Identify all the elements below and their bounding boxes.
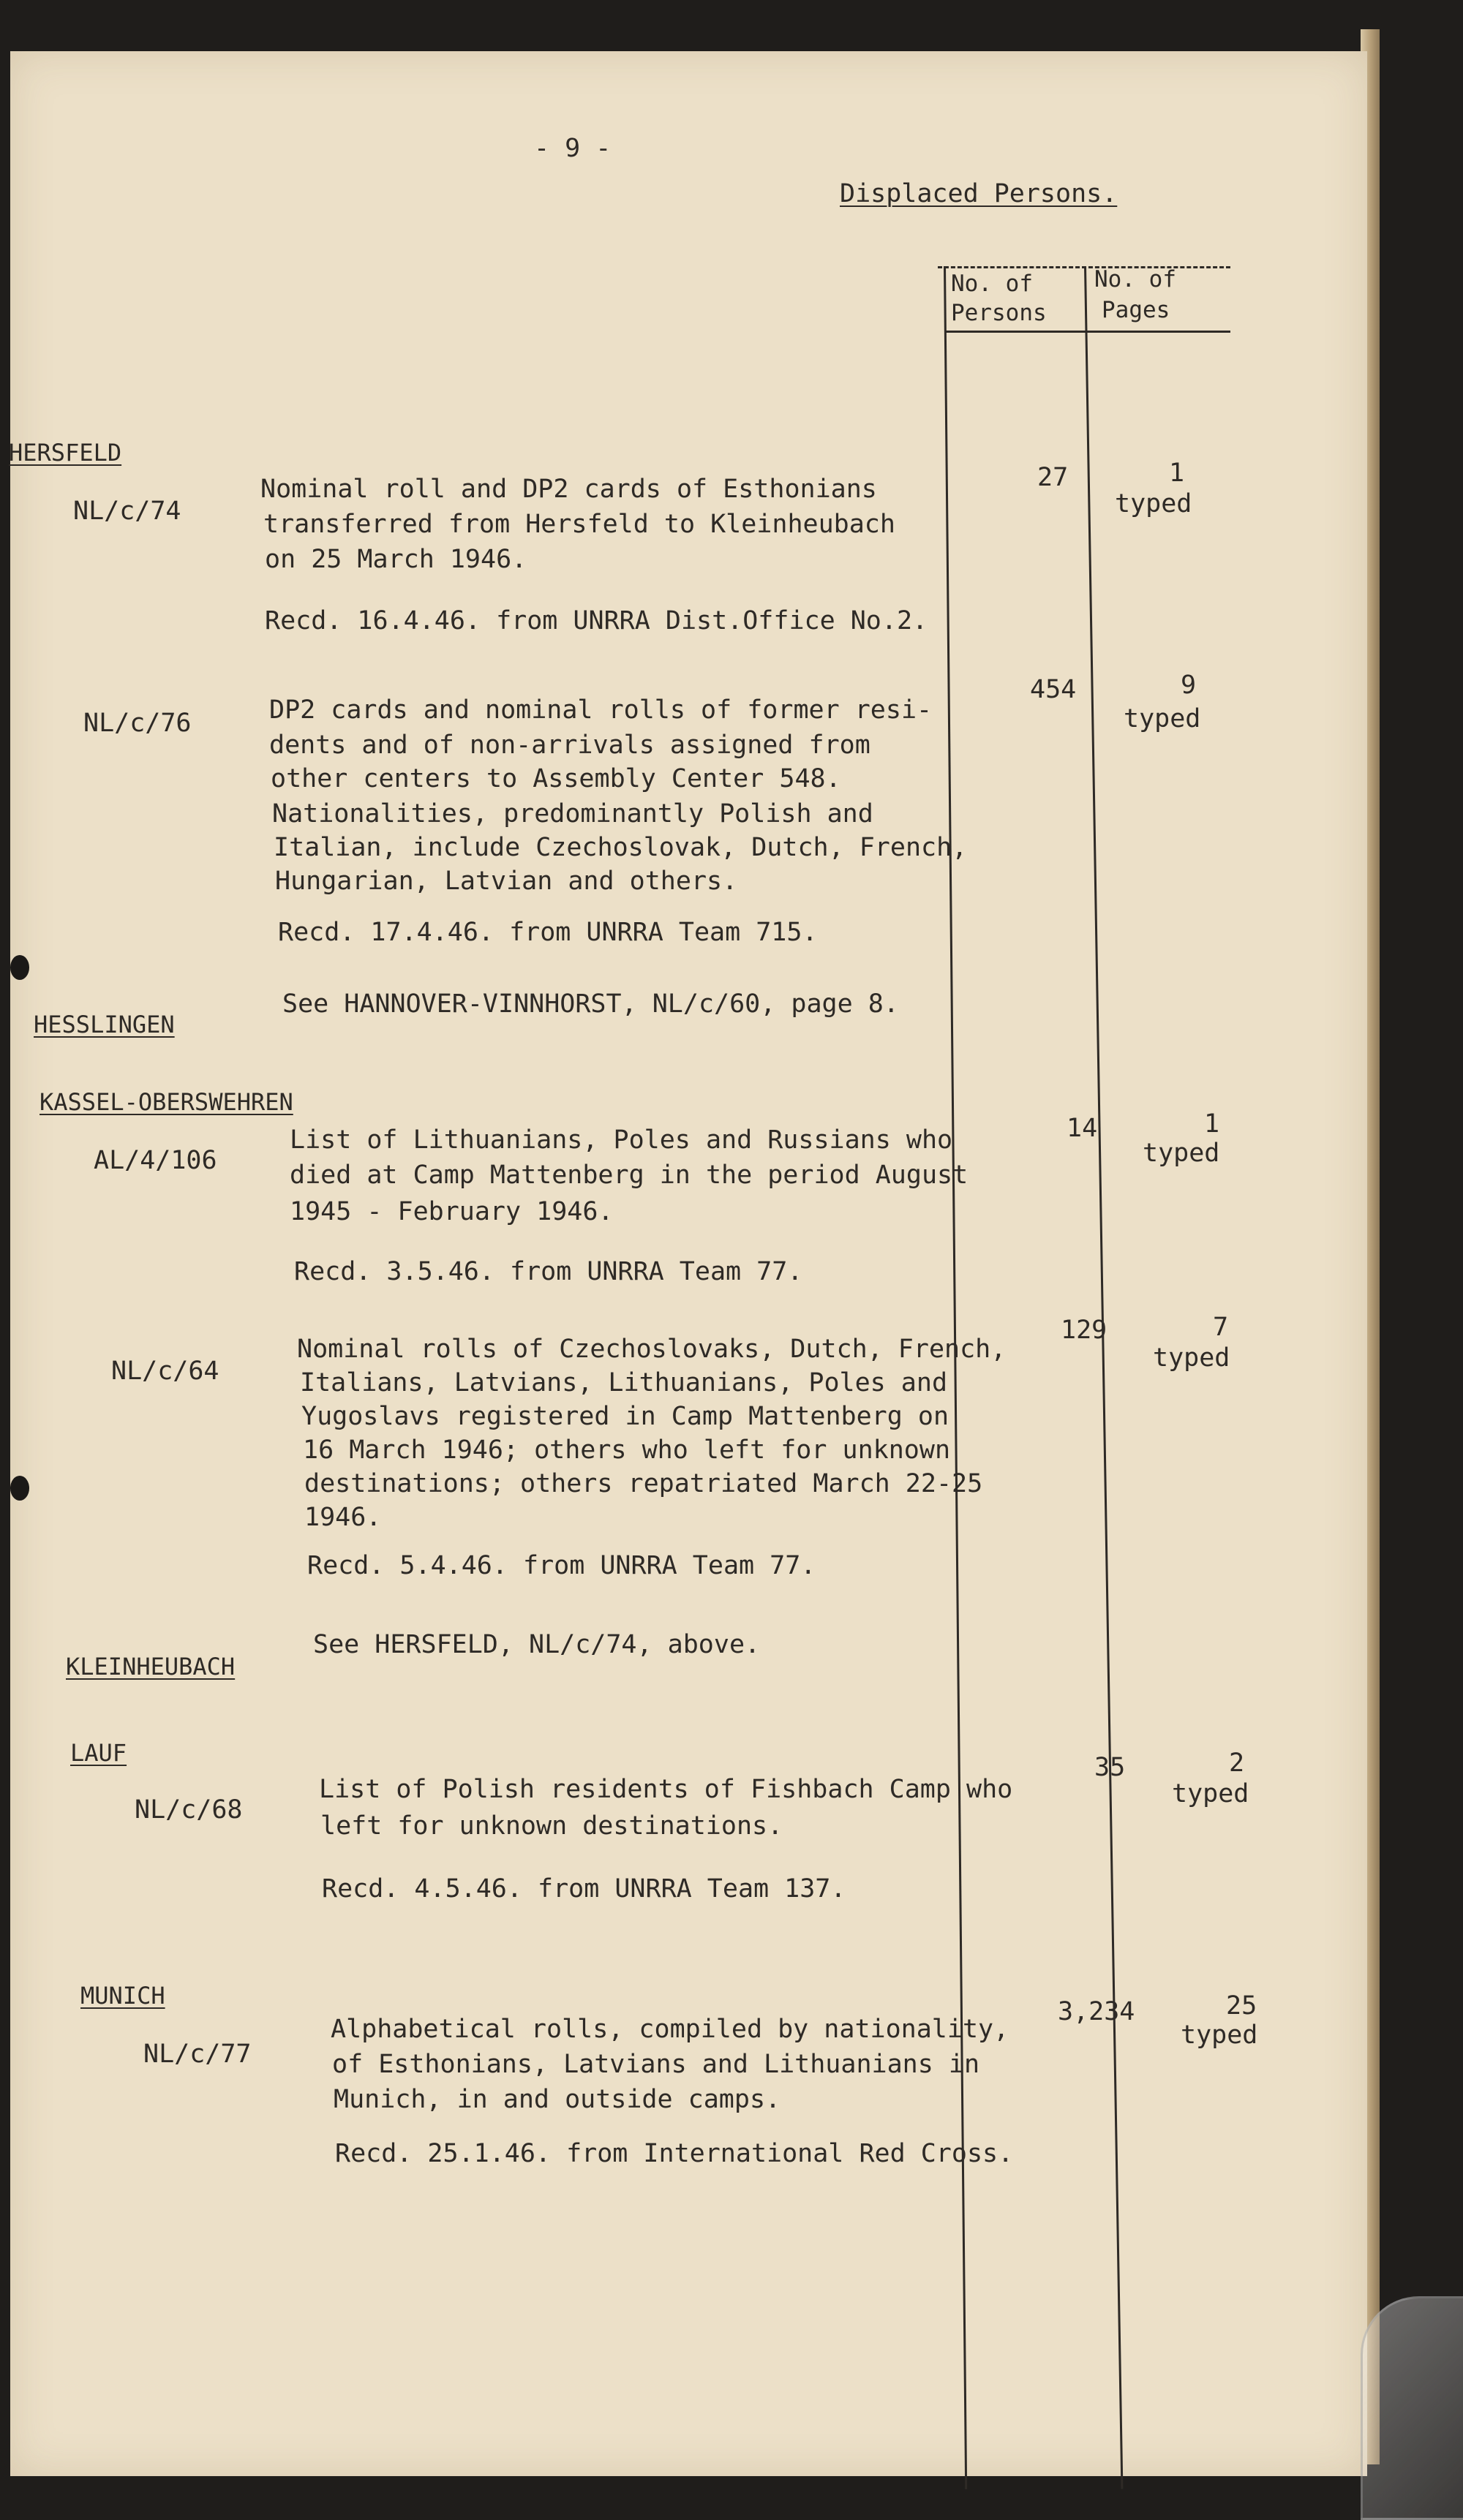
col-pages-line1: No. of (1094, 266, 1176, 293)
pages-count: 9 (1181, 671, 1197, 700)
place-heading: KASSEL-OBERSWEHREN (40, 1088, 293, 1116)
description-line: transferred from Hersfeld to Kleinheubach (263, 510, 895, 539)
pages-count: 1 (1204, 1109, 1220, 1139)
description-line: 1945 - February 1946. (290, 1197, 614, 1226)
pages-count: 25 (1226, 1991, 1257, 2021)
cross-reference: See HERSFELD, NL/c/74, above. (313, 1630, 761, 1659)
description-line: Italian, include Czechoslovak, Dutch, French, (274, 833, 968, 862)
description-line: left for unknown destinations. (320, 1811, 783, 1841)
description-line: Nominal rolls of Czechoslovaks, Dutch, French, (297, 1335, 1007, 1364)
description-line: Nationalities, predominantly Polish and (272, 799, 873, 829)
place-heading: MUNICH (80, 1982, 165, 2010)
pages-count: 7 (1213, 1313, 1229, 1342)
column-header-bottom-rule (945, 331, 1230, 333)
reference-code: NL/c/64 (111, 1357, 219, 1386)
description-line: on 25 March 1946. (265, 545, 527, 574)
col-pages-line2: Pages (1102, 297, 1170, 323)
description-line: destinations; others repatriated March 22-25 (304, 1469, 983, 1498)
page-number: - 9 - (534, 134, 612, 163)
description-line: 1946. (304, 1503, 382, 1532)
place-heading: LAUF (70, 1739, 127, 1767)
pages-type: typed (1124, 704, 1201, 733)
description-line: Italians, Latvians, Lithuanians, Poles and (300, 1368, 948, 1397)
persons-count: 35 (1094, 1753, 1126, 1782)
received-note: Recd. 5.4.46. from UNRRA Team 77. (307, 1551, 816, 1580)
received-note: Recd. 17.4.46. from UNRRA Team 715. (278, 918, 818, 947)
received-note: Recd. 4.5.46. from UNRRA Team 137. (322, 1874, 846, 1904)
received-note: Recd. 25.1.46. from International Red Cross. (335, 2139, 1014, 2168)
description-line: 16 March 1946; others who left for unknown (303, 1436, 951, 1465)
persons-count: 454 (1030, 675, 1077, 704)
pages-type: typed (1181, 2021, 1258, 2050)
place-heading: HERSFELD (9, 439, 122, 467)
pages-count: 1 (1169, 459, 1185, 488)
description-line: DP2 cards and nominal rolls of former resi- (269, 695, 933, 725)
col-persons-line2: Persons (951, 300, 1047, 326)
received-note: Recd. 16.4.46. from UNRRA Dist.Office No.2. (265, 606, 928, 635)
persons-count: 14 (1067, 1114, 1098, 1143)
description-line: dents and of non-arrivals assigned from (269, 731, 870, 760)
pages-count: 2 (1229, 1748, 1245, 1778)
description-line: of Esthonians, Latvians and Lithuanians in (332, 2050, 980, 2079)
pages-type: typed (1143, 1139, 1220, 1168)
reference-code: NL/c/76 (83, 709, 192, 738)
place-heading: HESSLINGEN (34, 1011, 175, 1038)
description-line: Yugoslavs registered in Camp Mattenberg on (301, 1402, 949, 1431)
description-line: List of Lithuanians, Poles and Russians who (290, 1125, 953, 1155)
pages-type: typed (1115, 489, 1192, 518)
binding-hole (10, 955, 29, 980)
persons-count: 27 (1037, 463, 1069, 492)
persons-count: 129 (1061, 1316, 1107, 1345)
received-note: Recd. 3.5.46. from UNRRA Team 77. (294, 1257, 803, 1286)
col-persons-line1: No. of (951, 271, 1033, 297)
description-line: List of Polish residents of Fishbach Camp who (319, 1775, 1013, 1804)
reference-code: AL/4/106 (94, 1146, 217, 1175)
cross-reference: See HANNOVER-VINNHORST, NL/c/60, page 8. (282, 989, 899, 1019)
description-line: Hungarian, Latvian and others. (275, 867, 738, 896)
section-title: Displaced Persons. (840, 179, 1118, 208)
description-line: Nominal roll and DP2 cards of Esthonians (260, 475, 877, 504)
reference-code: NL/c/77 (143, 2040, 252, 2069)
binding-hole (10, 1476, 29, 1501)
description-line: died at Camp Mattenberg in the period August (290, 1161, 969, 1190)
pages-type: typed (1153, 1343, 1230, 1373)
reference-code: NL/c/68 (135, 1795, 243, 1825)
description-line: Munich, in and outside camps. (334, 2085, 781, 2114)
paper-clip (1361, 2296, 1463, 2520)
description-line: other centers to Assembly Center 548. (271, 764, 841, 793)
reference-code: NL/c/74 (73, 497, 181, 526)
place-heading: KLEINHEUBACH (66, 1653, 236, 1680)
description-line: Alphabetical rolls, compiled by nationality, (331, 2015, 1009, 2044)
persons-count: 3,234 (1058, 1997, 1135, 2026)
pages-type: typed (1172, 1779, 1249, 1808)
